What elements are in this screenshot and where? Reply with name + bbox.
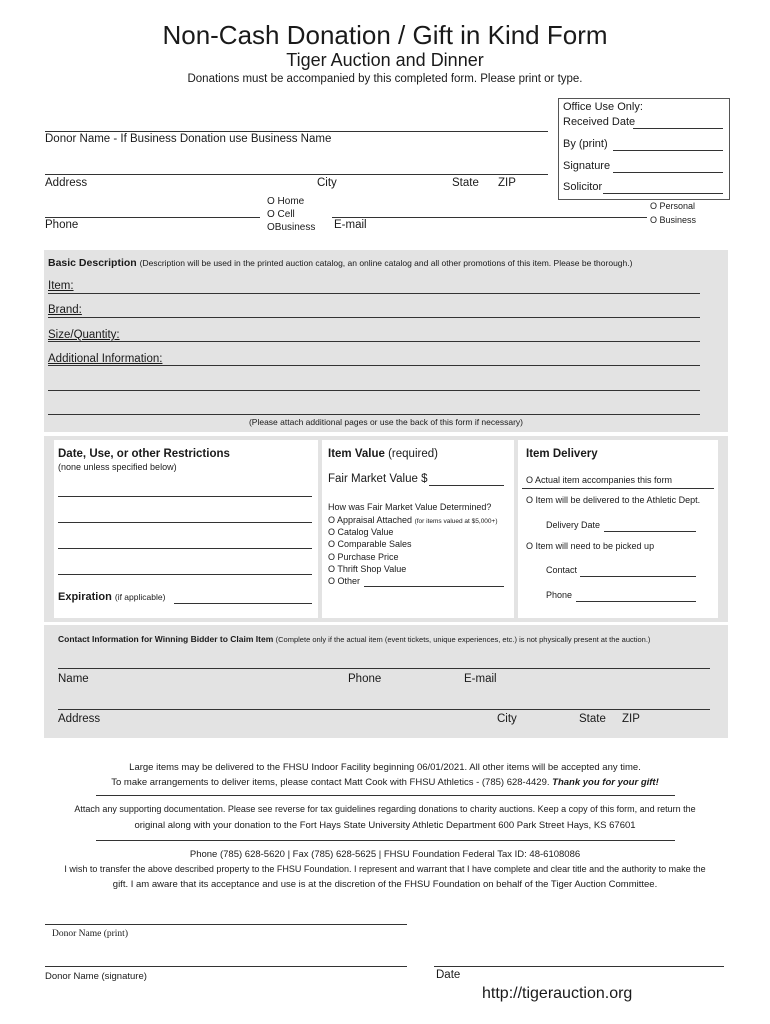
additional-info-label: Additional Information: <box>48 353 163 365</box>
basic-description-section <box>44 250 728 432</box>
phone-field[interactable] <box>45 217 260 218</box>
basic-heading-note: (Description will be used in the printed auction catalog, an online catalog and all other promotions of this item. Please be thorough.) <box>139 258 633 268</box>
large-items-text: Large items may be delivered to the FHSU Indoor Facility beginning 06/01/2021. All other items will be accepted any time. <box>129 762 641 773</box>
transfer-text-2: gift. I am aware that its acceptance and use is at the discretion of the FHSU Foundation on behalf of the Tiger Auction Committee. <box>112 879 658 890</box>
contact-heading-group <box>58 634 650 644</box>
instructions-note: Donations must be accompanied by this completed form. Please print or type. <box>187 73 583 85</box>
attach-docs-text-1: Attach any supporting documentation. Please see reverse for tax guidelines regarding donations to charity auctions. Keep a copy of this form, and return the <box>74 804 696 814</box>
winner-address-field[interactable] <box>58 709 710 710</box>
item-value-heading <box>328 448 438 460</box>
office-signature-field[interactable] <box>613 172 723 173</box>
signature-label: Signature <box>563 160 611 172</box>
arrangements-text: To make arrangements to deliver items, please contact Matt Cook with FHSU Athletics - (785) 628-4429. <box>111 777 550 788</box>
type-personal-option[interactable]: O Personal <box>650 201 696 211</box>
donor-signature-field[interactable] <box>45 966 407 967</box>
attach-pages-note: (Please attach additional pages or use the back of this form if necessary) <box>248 417 524 427</box>
basic-description-heading <box>48 257 632 269</box>
donor-name-field[interactable] <box>45 131 548 132</box>
restriction-field-2[interactable] <box>58 522 312 523</box>
item-value-required: (required) <box>388 448 438 460</box>
page-subtitle: Tiger Auction and Dinner <box>286 50 484 70</box>
email-field[interactable] <box>332 217 647 218</box>
restrictions-heading: Date, Use, or other Restrictions <box>58 448 230 460</box>
by-print-field[interactable] <box>613 150 723 151</box>
picked-up-option[interactable]: O Item will need to be picked up <box>526 541 655 551</box>
transfer-text-1: I wish to transfer the above described property to the FHSU Foundation. I represent and warrant that I have complete and clear title and the authority to make the <box>64 864 706 874</box>
city-label: City <box>317 177 337 189</box>
winner-address-label: Address <box>58 713 101 725</box>
address-label: Address <box>45 177 88 189</box>
winner-state-label: State <box>579 713 606 725</box>
donor-name-print-label: Donor Name (print) <box>52 929 128 939</box>
contact-field[interactable] <box>580 576 696 577</box>
additional-info-field-2[interactable] <box>48 390 700 391</box>
item-value-column <box>322 440 514 618</box>
expiration-label: Expiration <box>58 591 112 603</box>
winner-name-label: Name <box>58 673 89 685</box>
delivery-phone-label: Phone <box>546 590 573 600</box>
solicitor-field[interactable] <box>603 193 723 194</box>
size-field[interactable] <box>48 341 700 342</box>
catalog-option[interactable]: O Catalog Value <box>328 527 394 537</box>
basic-heading-text: Basic Description <box>48 257 137 269</box>
item-details-section <box>44 436 728 622</box>
by-print-label: By (print) <box>563 138 608 150</box>
expiration-label-group <box>58 591 165 603</box>
appraisal-option-label: O Appraisal Attached <box>328 515 413 525</box>
divider-2 <box>96 840 675 841</box>
brand-field[interactable] <box>48 317 700 318</box>
item-delivery-column <box>518 440 718 618</box>
thrift-option[interactable]: O Thrift Shop Value <box>328 564 407 574</box>
fmv-how-label: How was Fair Market Value Determined? <box>328 502 492 512</box>
delivered-option[interactable]: O Item will be delivered to the Athletic Dept. <box>526 495 701 505</box>
phone-cell-option[interactable]: O Cell <box>267 209 295 220</box>
winner-zip-label: ZIP <box>622 713 640 725</box>
zip-label: ZIP <box>498 177 516 189</box>
winner-name-field[interactable] <box>58 668 710 669</box>
comparable-option[interactable]: O Comparable Sales <box>328 539 412 549</box>
delivery-phone-field[interactable] <box>576 601 696 602</box>
item-field[interactable] <box>48 293 700 294</box>
website-url[interactable]: http://tigerauction.org <box>482 985 633 1002</box>
fmv-field[interactable] <box>429 485 504 486</box>
fmv-label: Fair Market Value $ <box>328 473 428 485</box>
received-date-field[interactable] <box>633 128 723 129</box>
purchase-option[interactable]: O Purchase Price <box>328 552 399 562</box>
item-label: Item: <box>48 280 74 292</box>
donor-name-label: Donor Name - If Business Donation use Business Name <box>45 133 332 145</box>
restriction-field-1[interactable] <box>58 496 312 497</box>
date-label: Date <box>436 969 461 981</box>
arrangements-line <box>0 777 770 788</box>
date-field[interactable] <box>434 966 724 967</box>
attach-docs-text-2: original along with your donation to the Fort Hays State University Athletic Department 600 Park Street Hays, KS 67601 <box>134 820 636 831</box>
other-option[interactable]: O Other <box>328 576 361 586</box>
contact-heading-note: (Complete only if the actual item (event tickets, unique experiences, etc.) is not physically present at the auction.) <box>275 635 651 644</box>
divider-1 <box>96 795 675 796</box>
donor-signature-label: Donor Name (signature) <box>45 971 147 982</box>
restrictions-column <box>54 440 318 618</box>
thank-you-text: Thank you for your gift! <box>552 777 659 788</box>
email-label: E-mail <box>334 219 367 231</box>
phone-fax-text: Phone (785) 628-5620 | Fax (785) 628-5625 | FHSU Foundation Federal Tax ID: 48-6108086 <box>189 849 581 860</box>
address-field[interactable] <box>45 174 548 175</box>
restriction-field-3[interactable] <box>58 548 312 549</box>
expiration-field[interactable] <box>174 603 312 604</box>
state-label: State <box>452 177 479 189</box>
contact-label: Contact <box>546 565 578 575</box>
solicitor-label: Solicitor <box>563 181 603 193</box>
appraisal-option[interactable] <box>328 515 498 525</box>
type-business-option[interactable]: O Business <box>650 215 697 225</box>
office-use-box <box>558 98 730 200</box>
brand-label: Brand: <box>48 304 82 316</box>
actual-item-option[interactable]: O Actual item accompanies this form <box>526 475 673 485</box>
restriction-field-4[interactable] <box>58 574 312 575</box>
size-label: Size/Quantity: <box>48 329 120 341</box>
delivery-date-label: Delivery Date <box>546 520 601 530</box>
delivery-date-field[interactable] <box>604 531 696 532</box>
page-title: Non-Cash Donation / Gift in Kind Form <box>162 20 608 50</box>
received-date-label: Received Date <box>563 116 636 128</box>
restrictions-sub: (none unless specified below) <box>58 462 177 472</box>
phone-business-option[interactable]: OBusiness <box>267 222 316 233</box>
additional-info-field[interactable] <box>48 365 700 366</box>
other-field[interactable] <box>364 586 504 587</box>
contact-section <box>44 625 728 738</box>
expiration-note: (if applicable) <box>114 592 166 602</box>
item-delivery-heading: Item Delivery <box>526 448 598 460</box>
appraisal-option-note: (for items valued at $5,000+) <box>414 518 498 525</box>
phone-label: Phone <box>45 219 79 231</box>
office-heading: Office Use Only: <box>563 101 643 113</box>
phone-home-option[interactable]: O Home <box>267 196 305 207</box>
contact-heading: Contact Information for Winning Bidder to Claim Item <box>58 634 274 644</box>
winner-city-label: City <box>497 713 517 725</box>
additional-info-field-3[interactable] <box>48 414 700 415</box>
item-value-heading-text: Item Value <box>328 448 385 460</box>
delivery-divider <box>522 488 714 489</box>
winner-email-label: E-mail <box>464 673 497 685</box>
donor-name-print-field[interactable] <box>45 924 407 925</box>
winner-phone-label: Phone <box>348 673 382 685</box>
